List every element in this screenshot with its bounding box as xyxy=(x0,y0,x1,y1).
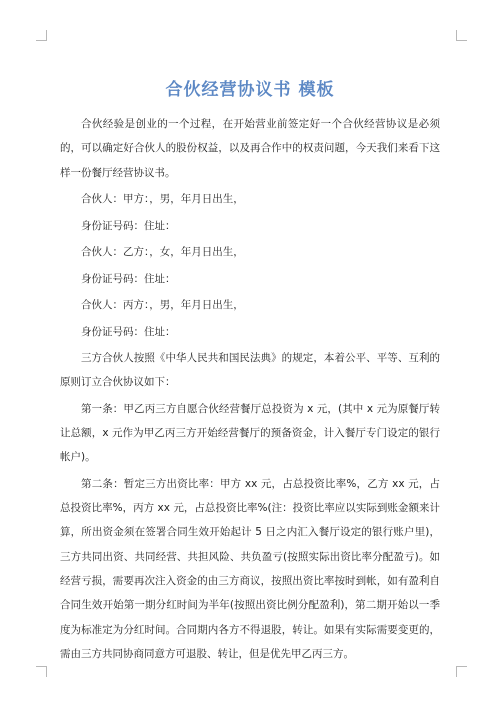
crop-mark-top-right xyxy=(456,30,467,41)
partner-c-id-line: 身份证号码：住址： xyxy=(81,325,176,338)
partner-a-id-line: 身份证号码：住址： xyxy=(81,219,176,232)
document-body xyxy=(60,112,440,668)
page-title: 合伙经营协议书 模板 xyxy=(165,80,335,101)
partner-b-id-line: 身份证号码：住址： xyxy=(81,272,176,285)
crop-mark-bottom-left xyxy=(36,666,47,677)
crop-mark-top-left xyxy=(36,30,47,41)
article-1-paragraph: 第一条：甲乙丙三方自愿合伙经营餐厅总投资为 x 元，(其中 x 元为原餐厅转让总额，x 元作为甲乙丙三方开始经营餐厅的预备资金，计入餐厅专门设定的银行帐户)。 xyxy=(60,402,440,464)
article-2-paragraph: 第二条：暂定三方出资比率：甲方 xx 元，占总投资比率%，乙方 xx 元，占总投资比率%，丙方 xx 元，占总投资比率%(注：投资比率应以实际到账金额来计算，所出资金须在签署合同生效开始起计 5 日之内汇入餐厅设定的银行账户里)，三方共同出资、共同经营、共担风险、共负盈亏(按照实际出资比率分配盈亏)。如经营亏损，需要再次注入资金的由三方商议，按照出资比率按时到帐，如有盈利自合同生效开始第一期分红时间为半年(按照出资比例分配盈利)，第二期开始以一季度为标准定为分红时间。合同期内各方不得退股，转让。如果有实际需要变更的，需由三方共同协商同意方可退股、转让，但是优先甲乙丙三方。 xyxy=(60,477,440,660)
partner-a-line: 合伙人：甲方：，男，年月日出生， xyxy=(81,193,244,206)
partner-b-line: 合伙人：乙方：，女，年月日出生， xyxy=(81,246,244,259)
crop-mark-bottom-right xyxy=(456,666,467,677)
intro-paragraph: 合伙经验是创业的一个过程，在开始营业前签定好一个合伙经营协议是必须的，可以确定好合伙人的股份权益，以及再合作中的权责问题，今天我们来看下这样一份餐厅经营协议书。 xyxy=(60,118,440,179)
partner-c-line: 合伙人：丙方：，男，年月日出生， xyxy=(81,299,244,312)
preamble-paragraph: 三方合伙人按照《中华人民共和国民法典》的规定，本着公平、平等、互利的原则订立合伙协议如下： xyxy=(60,351,440,389)
